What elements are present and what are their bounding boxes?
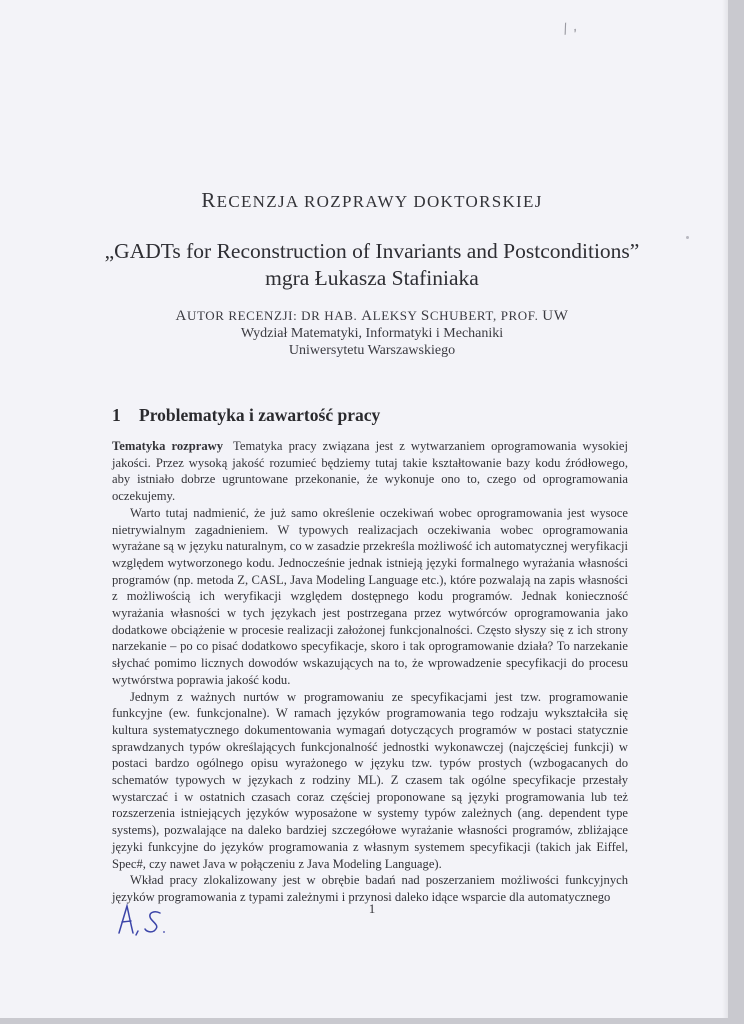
paragraph-heading: Tematyka rozprawy — [112, 439, 224, 453]
page-number: 1 — [368, 901, 376, 916]
reviewer-block — [0, 307, 728, 359]
paragraph: Tematyka rozprawy Tematyka pracy związana jest z wytwarzaniem oprogramowania wysokiej jakości. Przez wysoką jakość rozumieć będziemy tutaj takie kształtowanie bazy kodu źródłowego, aby istniało dobrze ugruntowane przekonanie, że wykonuje ono to, czego od oprogramowania oczekujemy. — [112, 439, 629, 504]
thesis-author-line: mgra Łukasza Stafiniaka — [265, 266, 479, 290]
section-heading — [112, 405, 380, 426]
section-title: Problematyka i zawartość pracy — [139, 405, 381, 425]
section-number: 1 — [112, 405, 121, 425]
reviewer-name: AUTOR RECENZJI: DR HAB. ALEKSY SCHUBERT, PROF. UW — [175, 308, 569, 324]
thesis-title — [0, 238, 728, 292]
document-title: RECENZJA ROZPRAWY DOKTORSKIEJ — [201, 188, 543, 212]
body-text — [112, 438, 628, 906]
reviewer-faculty: Wydział Matematyki, Informatyki i Mechaniki — [240, 326, 504, 341]
reviewer-university: Uniwersytetu Warszawskiego — [288, 343, 456, 358]
handwritten-initials — [116, 903, 176, 937]
thesis-title-line1: „GADTs for Reconstruction of Invariants and Postconditions” — [104, 239, 640, 263]
paragraph: Wkład pracy zlokalizowany jest w obrębie badań nad poszerzaniem możliwości funkcyjnych języków programowania z typami zależnymi i przynosi daleko idące wsparcie dla automatycznego — [112, 873, 628, 904]
paragraph: Warto tutaj nadmienić, że już samo określenie oczekiwań wobec oprogramowania jest wysoce nietrywialnym zagadnieniem. W typowych realizacjach oczekiwania wobec oprogramowania wyrażane są w języku naturalnym, co w zasadzie przekreśla możliwość ich automatycznej weryfikacji względem wytworzonego kodu. Jednocześnie jednak istnieją języki formalnego wyrażania własności programów (np. metoda Z, CASL, Java Modeling Language etc.), które pozwalają na zapis własności z możliwością ich weryfikacji względem dostępnego kodu programów. Jednak konieczność wyrażania własności w tych językach jest postrzegana przez wytwórców oprogramowania jako dodatkowe obciążenie w procesie realizacji założonej funkcjonalności. Często słyszy się z ich strony narzekanie – po co pisać dodatkowo specyfikacje, skoro i tak oprogramowanie działa? To narzekanie słychać pomimo licznych dowodów wskazujących na to, że wprowadzenie specyfikacji do procesu wytwórstwa poprawia jakość kodu. — [112, 505, 628, 687]
pencil-mark: / , — [561, 18, 579, 38]
paragraph: Jednym z ważnych nurtów w programowaniu ze specyfikacjami jest tzw. programowanie funkcyjne (ew. funkcjonalne). W ramach języków programowania tego rodzaju wykształciła się kultura systematycznego dokumentowania wymagań dotyczących programów w postaci statycznie sprawdzanych typów określających funkcjonalność jednostki wykonawczej (najczęściej funkcji) w postaci bardzo ogólnego opisu wyrażonego w języku tzw. typów prostych (wzbogacanych do schematów typowych w językach z rodziny ML). Z czasem tak ogólne specyfikacje przestały wystarczać i w ostatnich czasach coraz częściej proponowane są języki programowania lub też rozszerzenia istniejących języków wyposażone w systemy typów zależnych (ang. dependent type systems), pozwalające na daleko bardziej szczegółowe wyrażanie własności programów, zbliżające języki funkcyjne do języków programowania z własnym systemem specyfikacji (takich jak Eiffel, Spec#, czy nawet Java w połączeniu z Java Modeling Language). — [112, 689, 628, 871]
